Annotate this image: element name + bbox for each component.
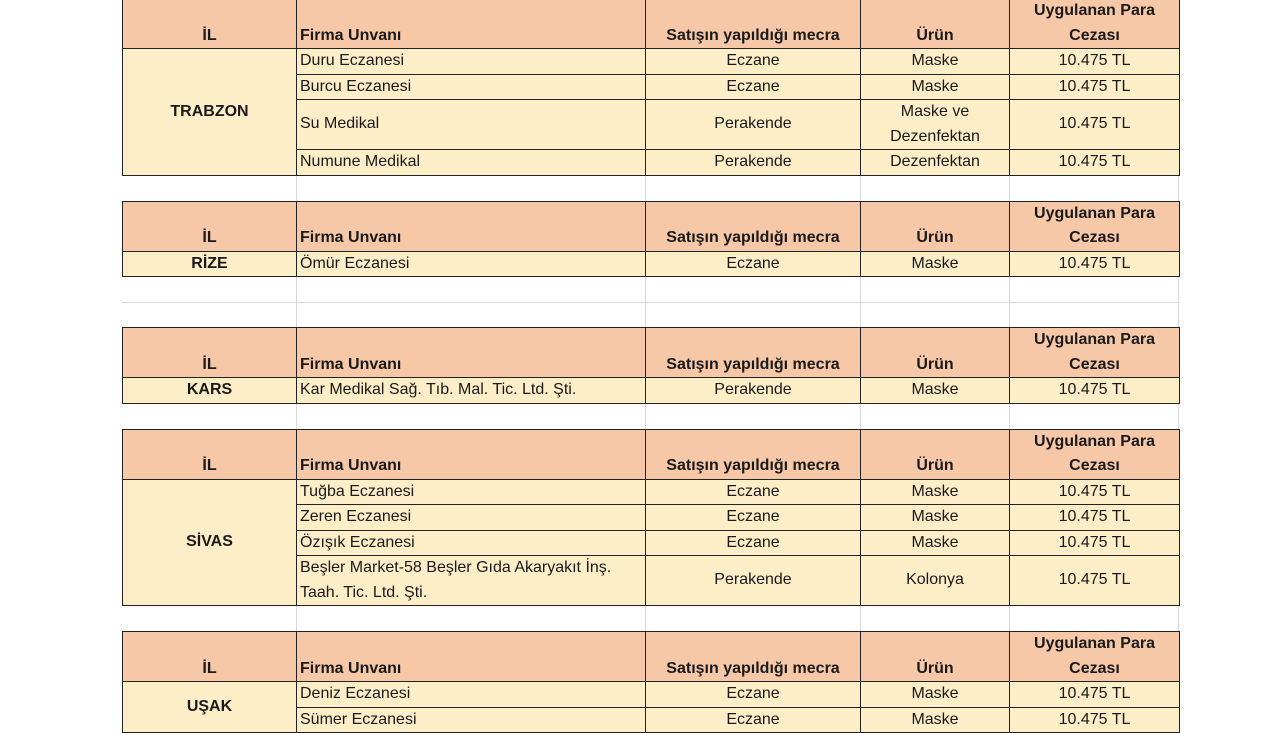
ceza-cell: 10.475 TL: [1010, 556, 1180, 606]
ceza-cell: 10.475 TL: [1010, 682, 1180, 708]
mecra-cell: Perakende: [646, 100, 861, 150]
urun-cell: Maske: [861, 74, 1010, 100]
urun-cell: Dezenfektan: [861, 150, 1010, 176]
gridline: [1178, 404, 1179, 429]
header-ceza: [1010, 429, 1180, 479]
province-table: [122, 631, 1180, 733]
province-cell: RİZE: [123, 251, 297, 277]
empty-rows: [122, 606, 1180, 631]
table-row: [123, 479, 1180, 505]
header-ceza-line2: Cezası: [1069, 457, 1120, 474]
header-ceza: [1010, 632, 1180, 682]
gridline: [296, 606, 297, 631]
spreadsheet: [122, 0, 1180, 728]
firma-cell: Kar Medikal Sağ. Tıb. Mal. Tic. Ltd. Şti.: [297, 378, 646, 404]
empty-rows: [122, 404, 1180, 429]
header-il: İL: [123, 0, 297, 49]
firma-cell: Deniz Eczanesi: [297, 682, 646, 708]
urun-cell: Maske: [861, 505, 1010, 531]
firma-cell: Zeren Eczanesi: [297, 505, 646, 531]
table-row: [123, 378, 1180, 404]
header-mecra: Satışın yapıldığı mecra: [646, 429, 861, 479]
gridline: [1009, 404, 1010, 429]
header-ceza-line2: Cezası: [1069, 229, 1120, 246]
mecra-cell: Eczane: [646, 49, 861, 75]
header-urun: Ürün: [861, 0, 1010, 49]
firma-cell: Burcu Eczanesi: [297, 74, 646, 100]
header-row: [123, 328, 1180, 378]
header-urun: Ürün: [861, 632, 1010, 682]
ceza-cell: 10.475 TL: [1010, 530, 1180, 556]
mecra-cell: Eczane: [646, 74, 861, 100]
firma-cell: Beşler Market-58 Beşler Gıda Akaryakıt İnş. Taah. Tic. Ltd. Şti.: [297, 556, 646, 606]
urun-cell: Maske: [861, 479, 1010, 505]
urun-cell: Maske: [861, 251, 1010, 277]
gridline: [1178, 176, 1179, 201]
urun-cell: Maske: [861, 49, 1010, 75]
gridline: [1178, 606, 1179, 631]
header-row: [123, 0, 1180, 49]
header-firma: Firma Unvanı: [297, 429, 646, 479]
header-ceza-line1: Uygulanan Para: [1034, 331, 1155, 348]
table-row: [123, 251, 1180, 277]
header-row: [123, 632, 1180, 682]
ceza-cell: 10.475 TL: [1010, 479, 1180, 505]
ceza-cell: 10.475 TL: [1010, 251, 1180, 277]
header-ceza-line1: Uygulanan Para: [1034, 204, 1155, 222]
header-ceza: [1010, 328, 1180, 378]
gridline: [860, 404, 861, 429]
header-ceza: [1010, 0, 1180, 49]
mecra-cell: Eczane: [646, 682, 861, 708]
urun-cell: Maske: [861, 378, 1010, 404]
header-urun: Ürün: [861, 429, 1010, 479]
province-cell: KARS: [123, 378, 297, 404]
ceza-cell: 10.475 TL: [1010, 707, 1180, 733]
header-ceza-line1: Uygulanan Para: [1034, 432, 1155, 450]
header-ceza: [1010, 201, 1180, 251]
gridline: [296, 176, 297, 201]
urun-cell: Maske: [861, 707, 1010, 733]
mecra-cell: Perakende: [646, 556, 861, 606]
gridline: [122, 302, 1180, 303]
mecra-cell: Perakende: [646, 150, 861, 176]
mecra-cell: Eczane: [646, 505, 861, 531]
ceza-cell: 10.475 TL: [1010, 150, 1180, 176]
table-row: [123, 49, 1180, 75]
mecra-cell: Perakende: [646, 378, 861, 404]
mecra-cell: Eczane: [646, 251, 861, 277]
header-il: İL: [123, 632, 297, 682]
firma-cell: Tuğba Eczanesi: [297, 479, 646, 505]
gridline: [1009, 606, 1010, 631]
gridline: [645, 176, 646, 201]
firma-cell: Sümer Eczanesi: [297, 707, 646, 733]
header-il: İL: [123, 328, 297, 378]
header-ceza-line1: Uygulanan Para: [1034, 635, 1155, 652]
header-firma: Firma Unvanı: [297, 201, 646, 251]
province-table: [122, 201, 1180, 278]
gridline: [645, 404, 646, 429]
mecra-cell: Eczane: [646, 530, 861, 556]
urun-cell: Maske: [861, 682, 1010, 708]
mecra-cell: Eczane: [646, 707, 861, 733]
header-row: [123, 429, 1180, 479]
province-table: [122, 327, 1180, 404]
mecra-cell: Eczane: [646, 479, 861, 505]
header-firma: Firma Unvanı: [297, 0, 646, 49]
gridline: [860, 176, 861, 201]
empty-rows: [122, 176, 1180, 201]
ceza-cell: 10.475 TL: [1010, 49, 1180, 75]
header-urun: Ürün: [861, 201, 1010, 251]
header-urun: Ürün: [861, 328, 1010, 378]
firma-cell: Su Medikal: [297, 100, 646, 150]
urun-cell: Kolonya: [861, 556, 1010, 606]
province-cell: SİVAS: [123, 479, 297, 606]
ceza-cell: 10.475 TL: [1010, 74, 1180, 100]
ceza-cell: 10.475 TL: [1010, 505, 1180, 531]
gridline: [1009, 176, 1010, 201]
header-mecra: Satışın yapıldığı mecra: [646, 0, 861, 49]
header-firma: Firma Unvanı: [297, 328, 646, 378]
table-row: [123, 682, 1180, 708]
header-row: [123, 201, 1180, 251]
urun-cell: Maske: [861, 530, 1010, 556]
header-ceza-line2: Cezası: [1069, 26, 1120, 44]
header-mecra: Satışın yapıldığı mecra: [646, 201, 861, 251]
firma-cell: Özışık Eczanesi: [297, 530, 646, 556]
header-mecra: Satışın yapıldığı mecra: [646, 632, 861, 682]
ceza-cell: 10.475 TL: [1010, 378, 1180, 404]
header-ceza-line1: Uygulanan Para: [1034, 2, 1155, 19]
gridline: [645, 606, 646, 631]
province-cell: TRABZON: [123, 49, 297, 176]
province-cell: UŞAK: [123, 682, 297, 733]
firma-cell: Numune Medikal: [297, 150, 646, 176]
header-il: İL: [123, 201, 297, 251]
province-table: [122, 429, 1180, 607]
empty-rows: [122, 277, 1180, 327]
firma-cell: Duru Eczanesi: [297, 49, 646, 75]
province-table: [122, 0, 1180, 176]
gridline: [860, 606, 861, 631]
header-ceza-line2: Cezası: [1069, 355, 1120, 373]
ceza-cell: 10.475 TL: [1010, 100, 1180, 150]
header-il: İL: [123, 429, 297, 479]
header-mecra: Satışın yapıldığı mecra: [646, 328, 861, 378]
gridline: [296, 404, 297, 429]
firma-cell: Ömür Eczanesi: [297, 251, 646, 277]
urun-cell: Maske ve Dezenfektan: [861, 100, 1010, 150]
header-ceza-line2: Cezası: [1069, 659, 1120, 677]
header-firma: Firma Unvanı: [297, 632, 646, 682]
